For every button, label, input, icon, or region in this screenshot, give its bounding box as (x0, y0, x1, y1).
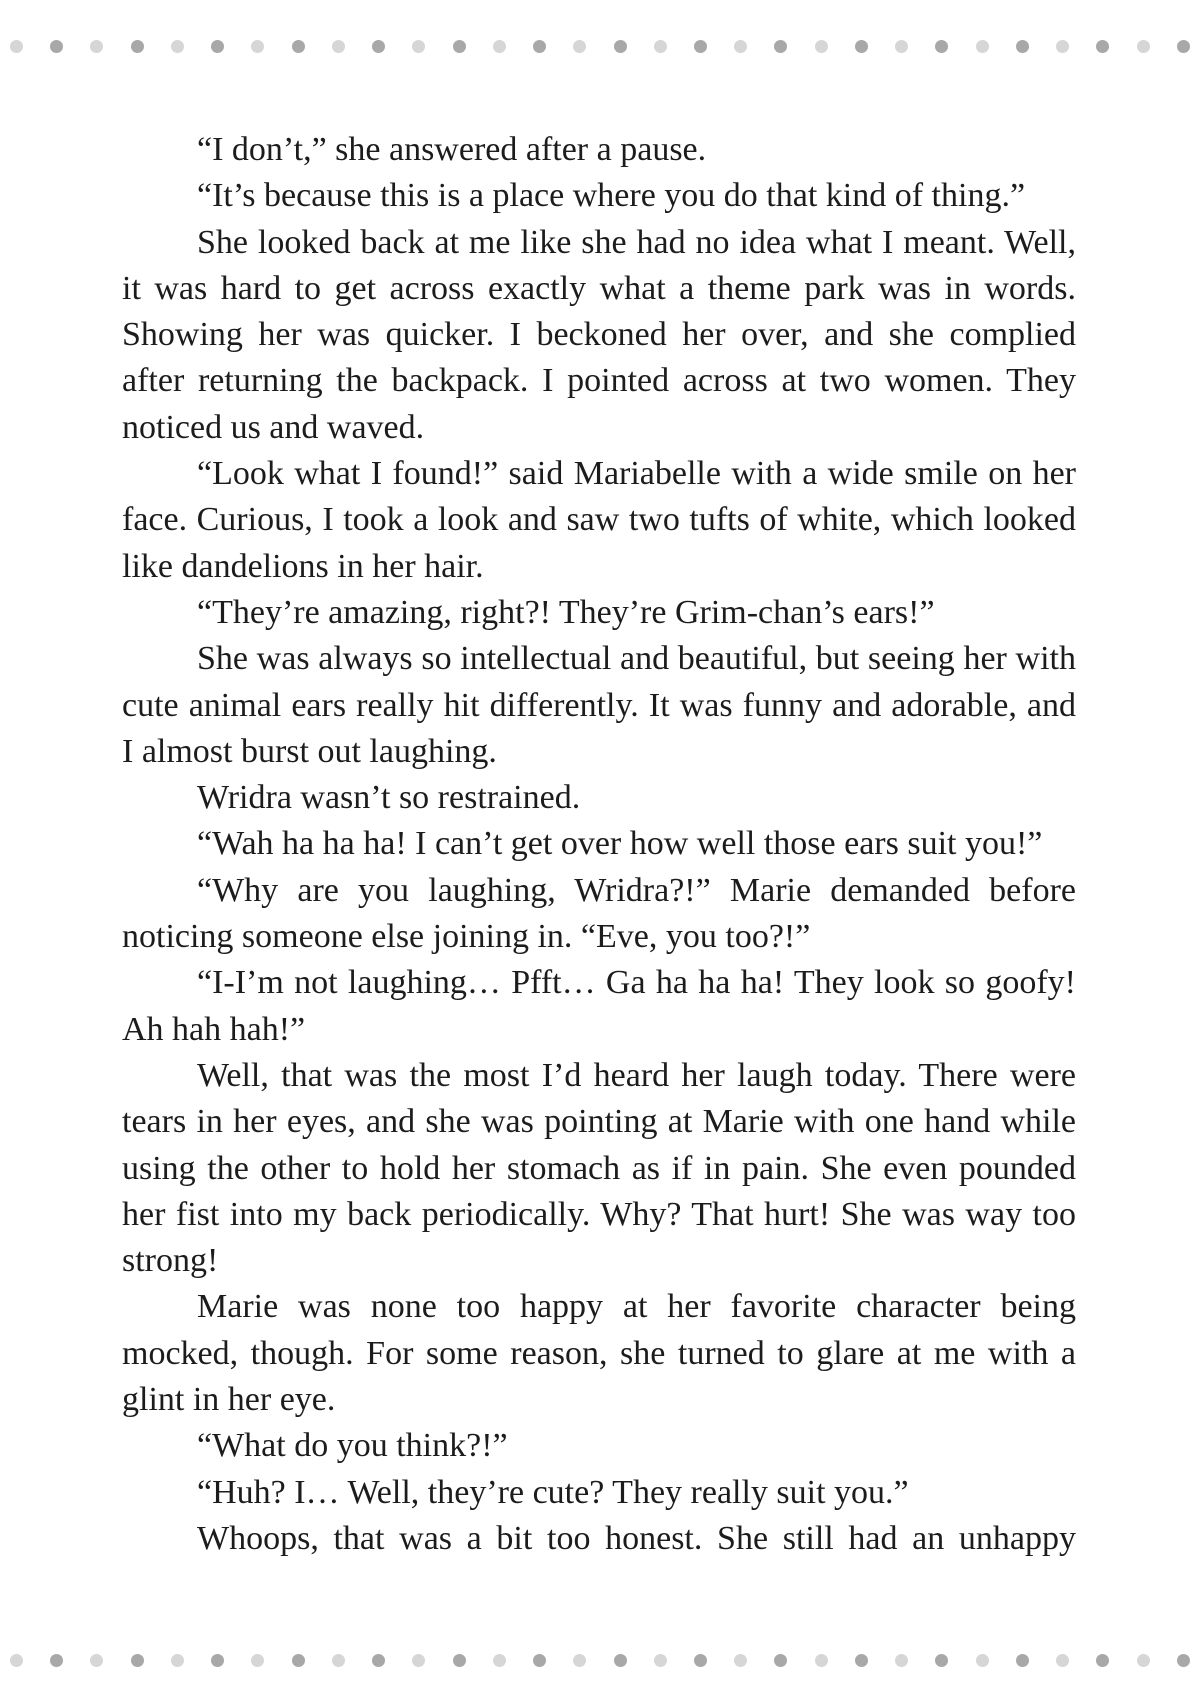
border-dot (694, 40, 707, 53)
border-dot (533, 40, 546, 53)
border-dot (171, 40, 184, 53)
border-dot (10, 1654, 23, 1667)
border-dot (935, 40, 948, 53)
border-dot (211, 40, 224, 53)
border-dot (774, 40, 787, 53)
border-dot (1056, 40, 1069, 53)
paragraph: She was always so intellectual and beautiful, but seeing her with cute animal ears really hit differently. It was funny and adorable, and I almost burst out laughing. (122, 640, 1076, 770)
border-dot (211, 1654, 224, 1667)
border-dot (774, 1654, 787, 1667)
paragraph: “I-I’m not laughing… Pfft… Ga ha ha ha! They look so goofy! Ah hah hah!” (122, 964, 1076, 1048)
border-dot (90, 1654, 103, 1667)
paragraph: “Look what I found!” said Mariabelle with a wide smile on her face. Curious, I took a look and saw two tufts of white, which looked like dandelions in her hair. (122, 455, 1076, 585)
border-dot (10, 40, 23, 53)
border-dot (533, 1654, 546, 1667)
border-dot (976, 1654, 989, 1667)
border-dot (855, 40, 868, 53)
border-dot (654, 40, 667, 53)
paragraph: “They’re amazing, right?! They’re Grim-chan’s ears!” (197, 593, 935, 631)
border-dot (815, 40, 828, 53)
border-dot (372, 40, 385, 53)
border-dot (131, 40, 144, 53)
border-dot (493, 40, 506, 53)
border-dot (573, 40, 586, 53)
bottom-dot-border (0, 1652, 1200, 1668)
border-dot (332, 40, 345, 53)
paragraph: “Wah ha ha ha! I can’t get over how well those ears suit you!” (197, 825, 1043, 863)
border-dot (855, 1654, 868, 1667)
paragraph: “What do you think?!” (197, 1427, 508, 1465)
border-dot (614, 40, 627, 53)
border-dot (412, 1654, 425, 1667)
border-dot (493, 1654, 506, 1667)
paragraph: Marie was none too happy at her favorite character being mocked, though. For some reason, she turned to glare at me with a glint in her eye. (122, 1288, 1076, 1419)
paragraph: Wridra wasn’t so restrained. (197, 779, 581, 817)
border-dot (332, 1654, 345, 1667)
border-dot (1177, 1654, 1190, 1667)
border-dot (1056, 1654, 1069, 1667)
border-dot (372, 1654, 385, 1667)
border-dot (1016, 40, 1029, 53)
border-dot (694, 1654, 707, 1667)
border-dot (614, 1654, 627, 1667)
border-dot (654, 1654, 667, 1667)
border-dot (895, 1654, 908, 1667)
border-dot (895, 40, 908, 53)
border-dot (734, 1654, 747, 1667)
paragraph: She looked back at me like she had no idea what I meant. Well, it was hard to get across exactly what a theme park was in words. Showing her was quicker. I beckoned her over, and she complied after returning the backpack. I pointed across at two women. They noticed us and waved. (122, 223, 1076, 446)
border-dot (1096, 1654, 1109, 1667)
border-dot (1016, 1654, 1029, 1667)
border-dot (976, 40, 989, 53)
top-dot-border (0, 38, 1200, 54)
border-dot (171, 1654, 184, 1667)
paragraph: “I don’t,” she answered after a pause. (197, 131, 707, 168)
border-dot (292, 1654, 305, 1667)
border-dot (131, 1654, 144, 1667)
border-dot (50, 1654, 63, 1667)
border-dot (90, 40, 103, 53)
border-dot (412, 40, 425, 53)
border-dot (734, 40, 747, 53)
border-dot (815, 1654, 828, 1667)
paragraph: “Huh? I… Well, they’re cute? They really suit you.” (197, 1473, 909, 1511)
border-dot (50, 40, 63, 53)
border-dot (292, 40, 305, 53)
paragraph: “Why are you laughing, Wridra?!” Marie demanded before noticing someone else joining in. “Eve, you too?!” (122, 871, 1076, 956)
border-dot (251, 1654, 264, 1667)
page-body-text (122, 127, 1076, 1562)
border-dot (1137, 1654, 1150, 1667)
paragraph-continued: Whoops, that was a bit too honest. She still had an unhappy (197, 1519, 1076, 1557)
border-dot (453, 1654, 466, 1667)
border-dot (453, 40, 466, 53)
border-dot (1096, 40, 1109, 53)
paragraph: “It’s because this is a place where you do that kind of thing.” (197, 177, 1026, 215)
border-dot (1137, 40, 1150, 53)
border-dot (1177, 40, 1190, 53)
paragraph: Well, that was the most I’d heard her laugh today. There were tears in her eyes, and she was pointing at Marie with one hand while using the other to hold her stomach as if in pain. She even pounded her fist into my back periodically. Why? That hurt! She was way too strong! (122, 1056, 1076, 1280)
border-dot (935, 1654, 948, 1667)
border-dot (251, 40, 264, 53)
border-dot (573, 1654, 586, 1667)
